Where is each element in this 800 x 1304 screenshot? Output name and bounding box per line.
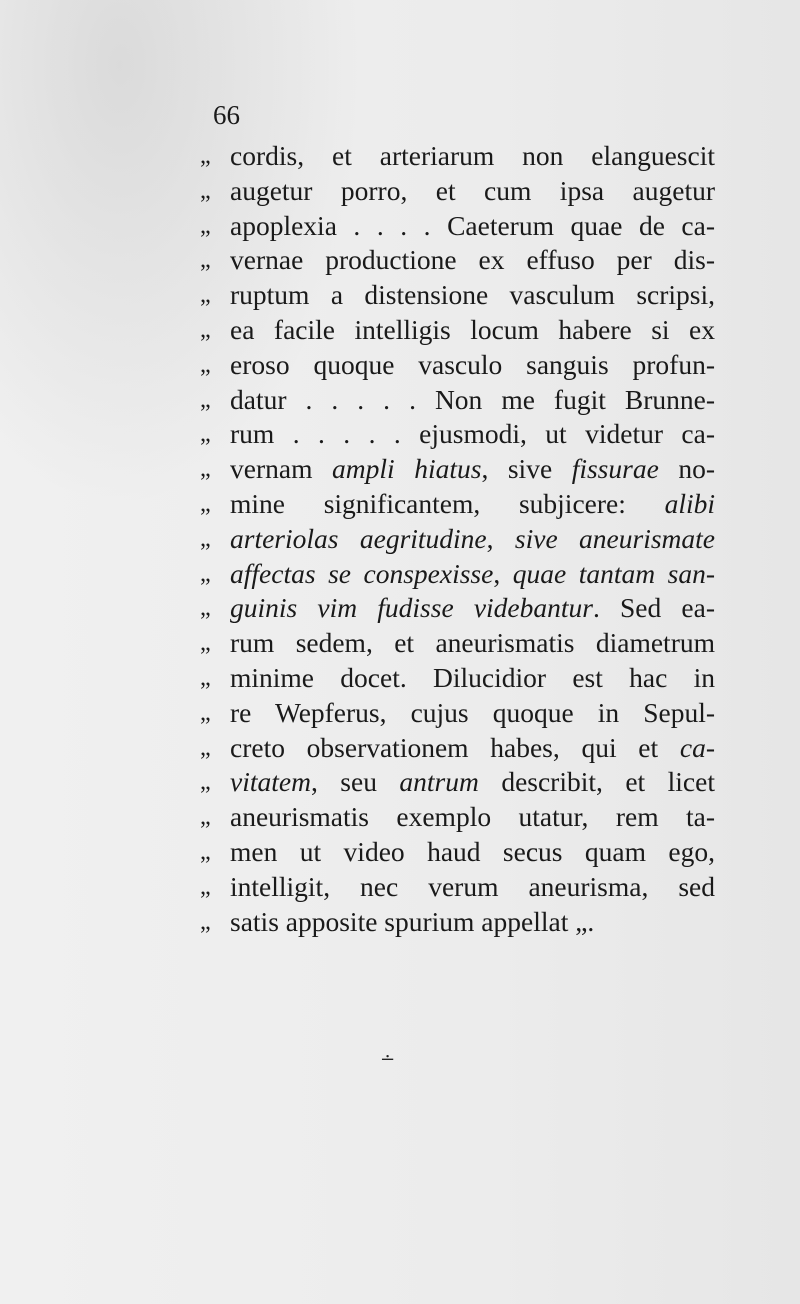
quote-mark: „ (200, 316, 211, 343)
line-text: satis apposite spurium appellat „. (230, 905, 595, 937)
text-line (200, 278, 715, 313)
text-line (200, 487, 715, 522)
line-text: apoplexia . . . . Caeterum quae de ca- (230, 209, 715, 241)
text-line (200, 835, 715, 870)
line-text: rum . . . . . ejusmodi, ut videtur ca- (230, 418, 715, 450)
text-line (200, 313, 715, 348)
text-line (200, 905, 715, 940)
page-number: 66 (213, 100, 240, 130)
quote-mark: „ (200, 630, 211, 657)
quote-mark: „ (200, 247, 211, 274)
quote-mark: „ (200, 525, 211, 552)
line-text: aneurismatis exemplo utatur, rem ta- (230, 801, 715, 833)
line-text: vernae productione ex effuso per dis- (230, 244, 715, 276)
text-line (200, 765, 715, 800)
quote-mark: „ (200, 490, 211, 517)
line-text: ea facile intelligis locum habere si ex (230, 313, 715, 345)
quote-mark: „ (200, 456, 211, 483)
quote-mark: „ (200, 595, 211, 622)
ink-speck: ∸ (380, 1049, 396, 1069)
quote-mark: „ (200, 386, 211, 413)
line-text: vernam ampli hiatus, sive fissurae no- (230, 453, 715, 485)
text-line (200, 174, 715, 209)
text-line (200, 870, 715, 905)
quote-mark: „ (200, 177, 211, 204)
line-text: vitatem, seu antrum describit, et licet (230, 766, 715, 798)
quote-mark: „ (200, 560, 211, 587)
text-line (200, 591, 715, 626)
line-text: intelligit, nec verum aneurisma, sed (230, 870, 715, 902)
text-line (200, 139, 715, 174)
line-text: mine significantem, subjicere: alibi (230, 487, 715, 519)
line-text: datur . . . . . Non me fugit Brunne- (230, 383, 715, 415)
text-line (200, 348, 715, 383)
quote-mark: „ (200, 421, 211, 448)
line-text: augetur porro, et cum ipsa augetur (230, 174, 715, 206)
text-line (200, 209, 715, 244)
quote-mark: „ (200, 804, 211, 831)
quote-mark: „ (200, 873, 211, 900)
quote-mark: „ (200, 143, 211, 169)
line-text: men ut video haud secus quam ego, (230, 835, 715, 867)
text-line (200, 557, 715, 592)
line-text: affectas se conspexisse, quae tantam san- (230, 557, 715, 589)
text-line (200, 522, 715, 557)
text-line (200, 696, 715, 731)
text-line (200, 452, 715, 487)
quote-mark: „ (200, 734, 211, 761)
quote-mark: „ (200, 908, 211, 935)
text-line (200, 243, 715, 278)
quote-mark: „ (200, 664, 211, 691)
text-line (200, 661, 715, 696)
quote-mark: „ (200, 769, 211, 796)
quote-mark: „ (200, 351, 211, 378)
line-text: rum sedem, et aneurismatis diametrum (230, 627, 715, 659)
line-text: minime docet. Dilucidior est hac in (230, 661, 715, 693)
quote-mark: „ (200, 282, 211, 309)
text-line (200, 731, 715, 766)
line-text: creto observationem habes, qui et ca- (230, 731, 715, 763)
text-line (200, 383, 715, 418)
line-text: cordis, et arteriarum non elanguescit (230, 140, 715, 171)
quote-mark: „ (200, 212, 211, 239)
quote-mark: „ (200, 699, 211, 726)
line-text: re Wepferus, cujus quoque in Sepul- (230, 696, 715, 728)
body-text (200, 139, 715, 939)
text-line (200, 417, 715, 452)
line-text: ruptum a distensione vasculum scripsi, (230, 279, 715, 311)
line-text: guinis vim fudisse videbantur. Sed ea- (230, 592, 715, 624)
text-line (200, 800, 715, 835)
line-text: eroso quoque vasculo sanguis profun- (230, 348, 715, 380)
text-line (200, 626, 715, 661)
quote-mark: „ (200, 838, 211, 865)
line-text: arteriolas aegritudine, sive aneurismate (230, 522, 715, 554)
